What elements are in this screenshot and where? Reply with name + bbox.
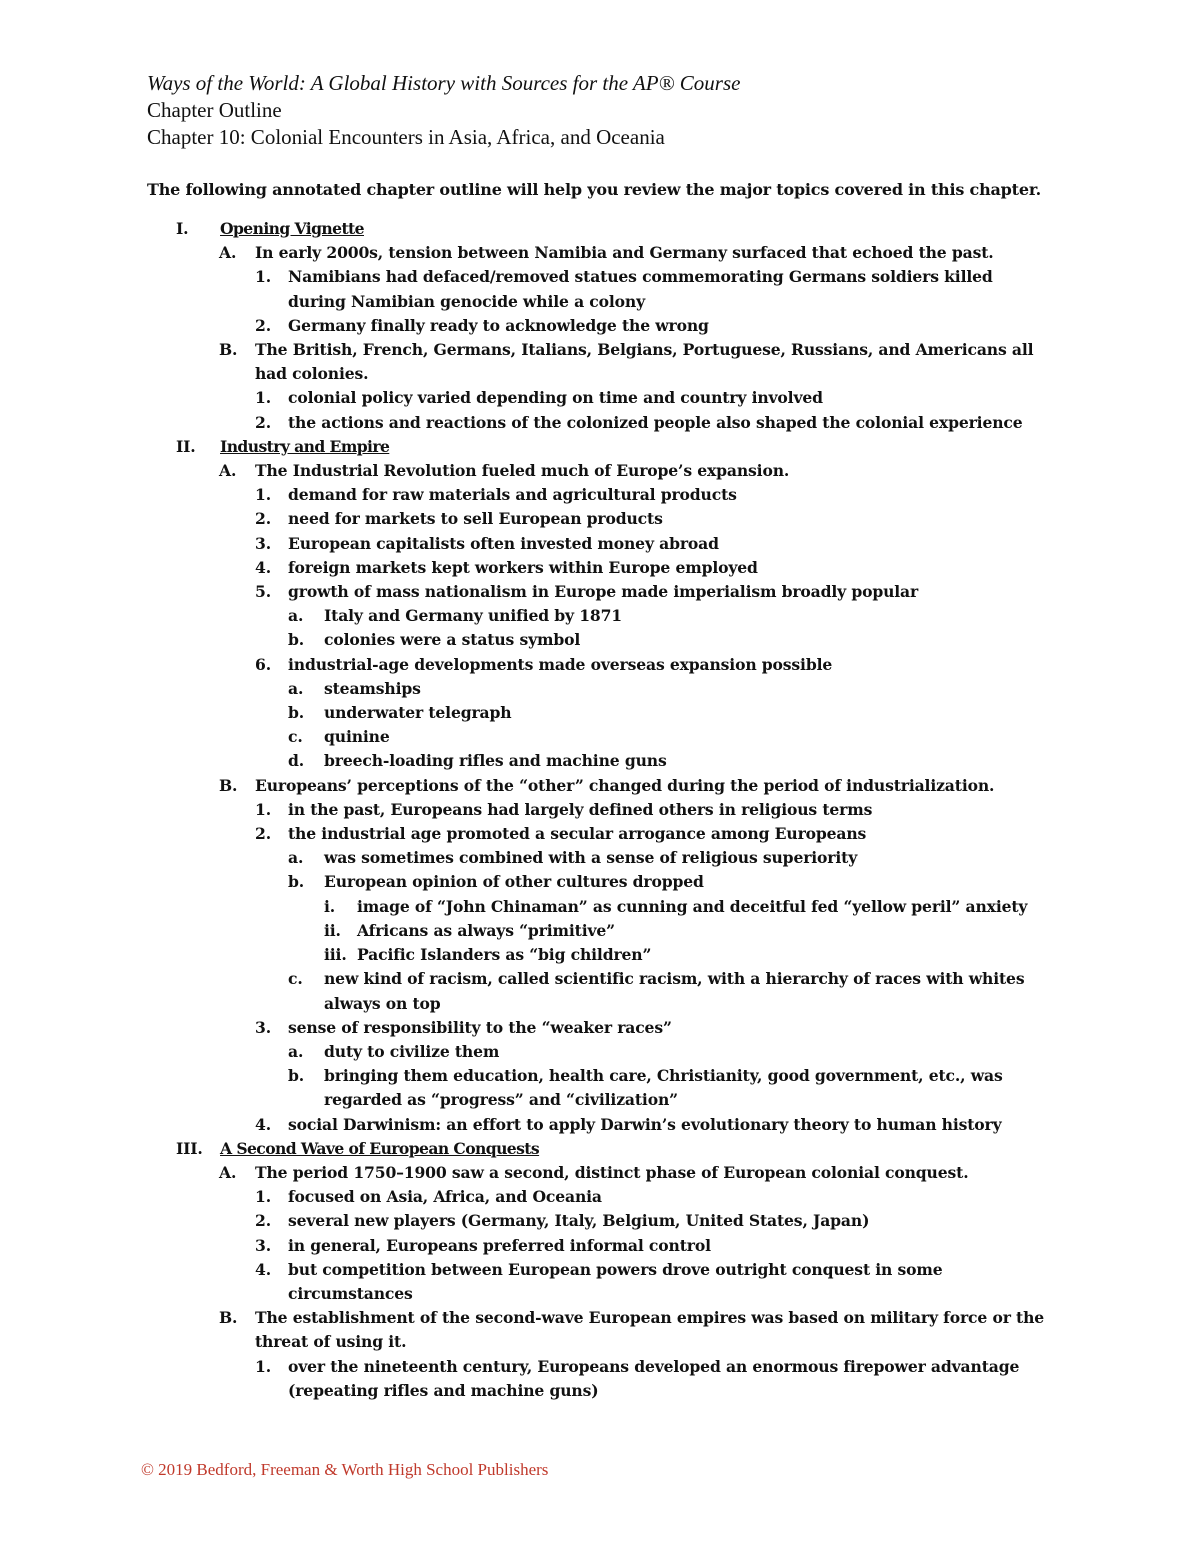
outline-text: The period 1750–1900 saw a second, distinct phase of European colonial conquest. (255, 1162, 969, 1182)
section-heading: Opening Vignette (220, 219, 364, 238)
outline-text: quinine (324, 727, 390, 747)
outline-marker: 1. (255, 267, 271, 287)
outline-text: in general, Europeans preferred informal control (288, 1235, 711, 1255)
outline-marker: iii. (324, 945, 347, 965)
outline-item (0, 459, 1200, 483)
outline-text: sense of responsibility to the “weaker races” (288, 1017, 672, 1037)
outline-marker: 4. (255, 1114, 271, 1134)
outline-item (0, 943, 1200, 967)
intro-text: The following annotated chapter outline will help you review the major topics covered in this chapter. (147, 180, 1041, 199)
outline-item (0, 701, 1200, 725)
outline-item (0, 1258, 1200, 1306)
outline-marker: 3. (255, 1017, 271, 1037)
outline-item (0, 241, 1200, 265)
outline-marker: 6. (255, 654, 271, 674)
outline-text: colonial policy varied depending on time and country involved (288, 388, 823, 408)
outline-item (0, 1016, 1200, 1040)
outline-item (0, 556, 1200, 580)
outline-marker: 1. (255, 799, 271, 819)
chapter-outline (0, 217, 1200, 1403)
outline-marker: c. (288, 969, 303, 989)
outline-item (0, 265, 1200, 313)
outline-text: In early 2000s, tension between Namibia and Germany surfaced that echoed the past. (255, 243, 994, 263)
outline-text: Germany finally ready to acknowledge the wrong (288, 315, 709, 335)
outline-marker: 4. (255, 1259, 271, 1279)
outline-marker: 1. (255, 1187, 271, 1207)
outline-item (0, 653, 1200, 677)
outline-marker: 3. (255, 1235, 271, 1255)
outline-text: breech-loading rifles and machine guns (324, 751, 667, 771)
section-heading: Industry and Empire (220, 436, 390, 456)
outline-marker: 1. (255, 388, 271, 408)
outline-item (0, 217, 1200, 241)
chapter-title: Chapter 10: Colonial Encounters in Asia, Africa, and Oceania (147, 125, 665, 149)
outline-text: new kind of racism, called scientific racism, with a hierarchy of races with whites always on top (324, 969, 1025, 1013)
outline-marker: b. (288, 1066, 305, 1086)
outline-item (0, 677, 1200, 701)
outline-item (0, 604, 1200, 628)
outline-text: demand for raw materials and agricultural products (288, 485, 737, 505)
outline-item (0, 507, 1200, 531)
outline-marker: a. (288, 606, 304, 626)
outline-item (0, 1185, 1200, 1209)
outline-marker: 2. (255, 412, 271, 432)
outline-item (0, 967, 1200, 1015)
outline-marker: 5. (255, 582, 271, 602)
outline-marker: III. (176, 1138, 203, 1158)
outline-text: steamships (324, 678, 421, 698)
outline-text: Pacific Islanders as “big children” (357, 945, 652, 965)
outline-marker: a. (288, 678, 304, 698)
copyright-footer: © 2019 Bedford, Freeman & Worth High School Publishers (141, 1460, 549, 1479)
outline-text: The Industrial Revolution fueled much of Europe’s expansion. (255, 461, 790, 481)
outline-marker: 2. (255, 315, 271, 335)
section-heading: A Second Wave of European Conquests (220, 1138, 540, 1158)
outline-marker: c. (288, 727, 303, 747)
outline-marker: A. (219, 243, 237, 263)
outline-text: the industrial age promoted a secular arrogance among Europeans (288, 824, 867, 844)
outline-marker: ii. (324, 920, 341, 940)
outline-item (0, 749, 1200, 773)
outline-item (0, 532, 1200, 556)
outline-text: European opinion of other cultures dropped (324, 872, 704, 892)
outline-item (0, 580, 1200, 604)
outline-item (0, 798, 1200, 822)
outline-marker: 2. (255, 824, 271, 844)
outline-text: The establishment of the second-wave European empires was based on military force or the threat of using it. (255, 1308, 1045, 1352)
outline-text: over the nineteenth century, Europeans developed an enormous firepower advantage (repeating rifles and machine guns) (288, 1356, 1020, 1400)
outline-item (0, 1113, 1200, 1137)
outline-marker: d. (288, 751, 305, 771)
outline-marker: A. (219, 1162, 237, 1182)
outline-item (0, 411, 1200, 435)
outline-item (0, 1355, 1200, 1403)
outline-item (0, 774, 1200, 798)
outline-text: colonies were a status symbol (324, 630, 581, 650)
outline-item (0, 435, 1200, 459)
outline-marker: B. (219, 775, 238, 795)
outline-text: The British, French, Germans, Italians, Belgians, Portuguese, Russians, and Americans all had colonies. (255, 340, 1034, 384)
doc-type: Chapter Outline (147, 98, 282, 122)
document-header (147, 70, 740, 151)
outline-marker: B. (219, 340, 238, 360)
outline-item (0, 1137, 1200, 1161)
outline-marker: a. (288, 848, 304, 868)
outline-item (0, 1209, 1200, 1233)
outline-item (0, 846, 1200, 870)
outline-marker: 1. (255, 485, 271, 505)
outline-item (0, 338, 1200, 386)
outline-text: Africans as always “primitive” (357, 920, 615, 940)
outline-marker: a. (288, 1041, 304, 1061)
outline-marker: II. (176, 436, 196, 456)
outline-text: underwater telegraph (324, 703, 512, 723)
outline-item (0, 870, 1200, 894)
outline-item (0, 1064, 1200, 1112)
outline-marker: 2. (255, 509, 271, 529)
outline-text: need for markets to sell European products (288, 509, 663, 529)
outline-text: bringing them education, health care, Christianity, good government, etc., was regarded as “progress” and “civilization” (324, 1066, 1003, 1110)
outline-item (0, 1234, 1200, 1258)
outline-item (0, 725, 1200, 749)
outline-text: foreign markets kept workers within Europe employed (288, 557, 758, 577)
outline-item (0, 895, 1200, 919)
outline-marker: 1. (255, 1356, 271, 1376)
outline-text: Namibians had defaced/removed statues commemorating Germans soldiers killed during Namibian genocide while a colony (288, 267, 993, 311)
outline-text: social Darwinism: an effort to apply Darwin’s evolutionary theory to human history (288, 1114, 1002, 1134)
outline-marker: B. (219, 1308, 238, 1328)
outline-marker: b. (288, 630, 305, 650)
outline-item (0, 314, 1200, 338)
outline-text: the actions and reactions of the colonized people also shaped the colonial experience (288, 412, 1023, 432)
outline-text: image of “John Chinaman” as cunning and deceitful fed “yellow peril” anxiety (357, 896, 1028, 916)
outline-text: industrial-age developments made overseas expansion possible (288, 654, 833, 674)
outline-item (0, 483, 1200, 507)
outline-item (0, 1306, 1200, 1354)
outline-text: growth of mass nationalism in Europe made imperialism broadly popular (288, 582, 919, 602)
outline-text: but competition between European powers drove outright conquest in some circumstances (288, 1259, 943, 1303)
outline-marker: b. (288, 872, 305, 892)
outline-text: several new players (Germany, Italy, Belgium, United States, Japan) (288, 1211, 870, 1231)
outline-text: focused on Asia, Africa, and Oceania (288, 1187, 602, 1207)
outline-marker: i. (324, 896, 336, 916)
outline-item (0, 919, 1200, 943)
outline-marker: 4. (255, 557, 271, 577)
outline-text: was sometimes combined with a sense of religious superiority (324, 848, 858, 868)
outline-item (0, 822, 1200, 846)
outline-item (0, 386, 1200, 410)
outline-text: European capitalists often invested money abroad (288, 533, 719, 553)
outline-item (0, 628, 1200, 652)
outline-item (0, 1040, 1200, 1064)
outline-text: Europeans’ perceptions of the “other” changed during the period of industrialization. (255, 775, 995, 795)
outline-text: Italy and Germany unified by 1871 (324, 606, 623, 626)
outline-item (0, 1161, 1200, 1185)
outline-marker: I. (176, 219, 189, 238)
outline-text: in the past, Europeans had largely defined others in religious terms (288, 799, 873, 819)
book-title: Ways of the World: A Global History with Sources for the AP® Course (147, 71, 741, 95)
outline-marker: b. (288, 703, 305, 723)
outline-marker: A. (219, 461, 237, 481)
outline-marker: 2. (255, 1211, 271, 1231)
outline-text: duty to civilize them (324, 1041, 500, 1061)
outline-marker: 3. (255, 533, 271, 553)
